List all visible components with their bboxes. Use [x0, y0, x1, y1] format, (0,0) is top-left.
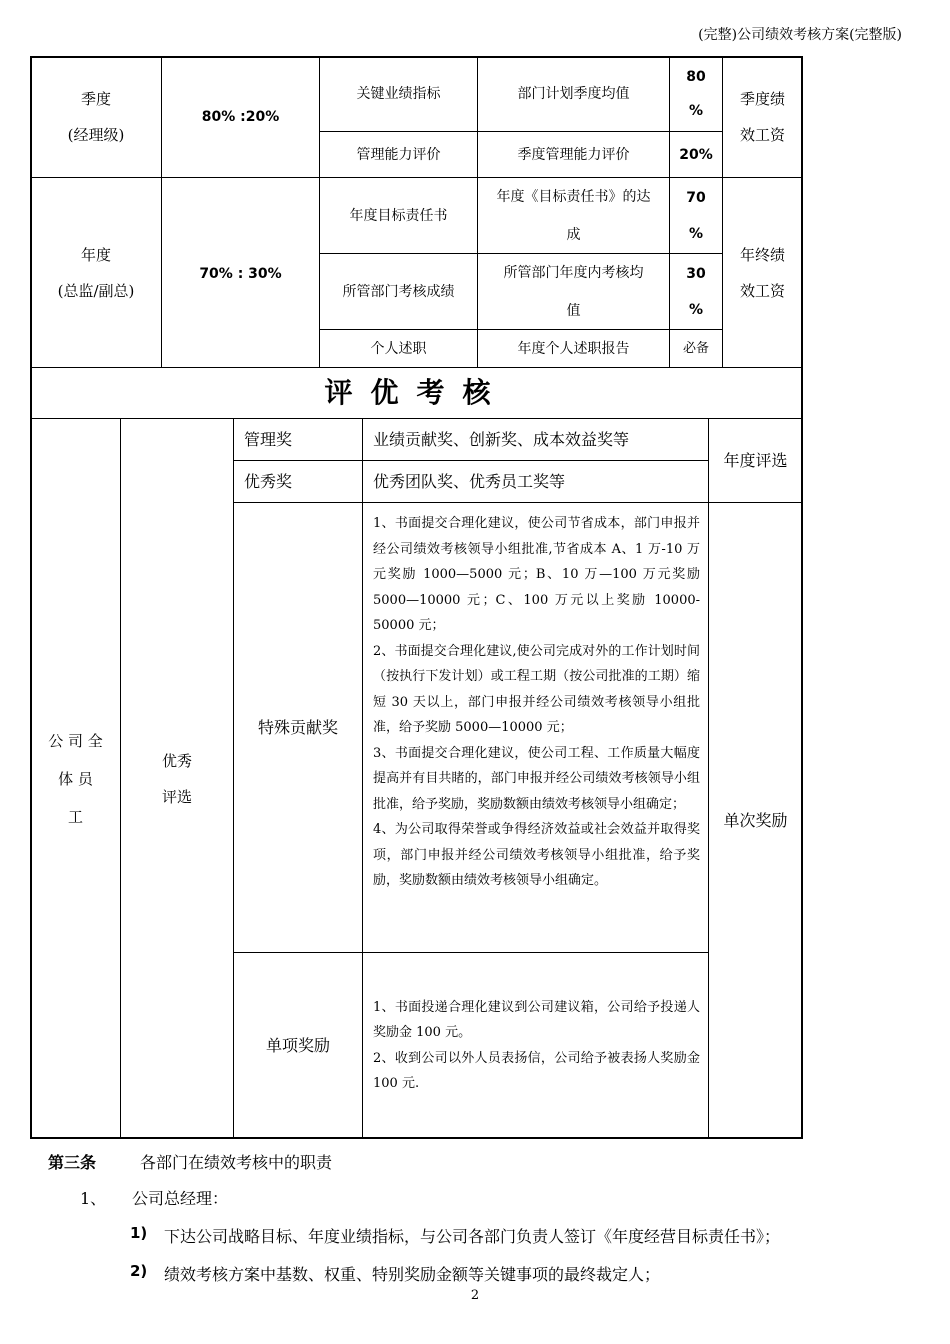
annual-basis-dept: 所管部门年度内考核均 值 — [477, 253, 669, 329]
annual-basis-report: 年度个人述职报告 — [477, 329, 669, 367]
annual-item-target: 年度目标责任书 — [319, 177, 477, 253]
article-label: 第三条 — [48, 1153, 97, 1172]
award-target: 公 司 全 体 员 工 — [30, 418, 120, 1138]
single-time-award: 单次奖励 — [708, 502, 802, 1138]
quarterly-ratio: 80% :20% — [161, 56, 319, 177]
item-1-text: 下达公司战略目标、年度业绩指标，与公司各部门负责人签订《年度经营目标责任书》； — [164, 1227, 781, 1246]
annual-selection: 年度评选 — [708, 418, 802, 502]
annual-item-report: 个人述职 — [319, 329, 477, 367]
single-award-label: 单项奖励 — [233, 952, 362, 1138]
quarterly-pay: 季度绩 效工资 — [722, 56, 802, 177]
quarterly-item-management: 管理能力评价 — [319, 131, 477, 177]
management-award-label: 管理奖 — [233, 418, 362, 460]
page-header: (完整)公司绩效考核方案(完整版) — [698, 27, 902, 43]
annual-pay: 年终绩 效工资 — [722, 177, 802, 367]
special-award-desc: 1、书面提交合理化建议，使公司节省成本，部门申报并经公司绩效考核领导小组批准,节省成本 A、1 万-10 万元奖励 1000—5000 元；B、10 万—100 万元奖励 5000—10000 元；C、100 万元以上奖励 10000-50000 元； 2、书面提交合理化建议,使公司完成对外的工作计划时间（按执行下发计划）或工程工期（按公司批准的工期）缩短 30 天以上，部门申报并经公司绩效考核领导小组批准，给予奖励 5000—10000 元； 3、书面提交合理化建议，使公司工程、工作质量大幅度提高并有目共睹的，部门申报并经公司绩效考核领导小组批准，给予奖励，奖励数额由绩效考核领导小组确定； 4、为公司取得荣誉或争得经济效益或社会效益并取得奖项，部门申报并经公司绩效考核领导小组批准，给予奖励，奖励数额由绩效考核领导小组确定。 — [362, 502, 708, 952]
article-title: 各部门在绩效考核中的职责 — [140, 1153, 333, 1172]
quarterly-item-kpi: 关键业绩指标 — [319, 56, 477, 131]
award-category: 优秀 评选 — [120, 418, 233, 1138]
annual-ratio: 70% : 30% — [161, 177, 319, 367]
quarterly-basis-kpi: 部门计划季度均值 — [477, 56, 669, 131]
item-2-number: 2) — [130, 1262, 148, 1280]
excellent-award-desc: 优秀团队奖、优秀员工奖等 — [362, 460, 708, 502]
annual-basis-target: 年度《目标责任书》的达 成 — [477, 177, 669, 253]
annual-weight-report: 必备 — [669, 329, 722, 367]
quarterly-weight-kpi: 80 % — [669, 56, 722, 131]
sub-section-number: 1、 — [80, 1189, 107, 1208]
annual-level: 年度 (总监/副总) — [30, 177, 161, 367]
special-award-label: 特殊贡献奖 — [233, 502, 362, 952]
quarterly-weight-management: 20% — [669, 131, 722, 177]
annual-weight-target: 70 % — [669, 177, 722, 253]
annual-weight-dept: 30 % — [669, 253, 722, 329]
management-award-desc: 业绩贡献奖、创新奖、成本效益奖等 — [362, 418, 708, 460]
quarterly-basis-management: 季度管理能力评价 — [477, 131, 669, 177]
excellent-award-label: 优秀奖 — [233, 460, 362, 502]
quarterly-level: 季度 (经理级) — [30, 56, 161, 177]
single-award-desc: 1、书面投递合理化建议到公司建议箱，公司给予投递人奖励金 100 元。 2、收到公司以外人员表扬信，公司给予被表扬人奖励金 100 元. — [362, 952, 708, 1138]
annual-item-dept: 所管部门考核成绩 — [319, 253, 477, 329]
section-title: 评优考核 — [30, 367, 802, 418]
sub-section-title: 公司总经理： — [132, 1189, 229, 1208]
item-1-number: 1) — [130, 1224, 148, 1242]
item-2-text: 绩效考核方案中基数、权重、特别奖励金额等关键事项的最终裁定人； — [164, 1265, 661, 1284]
page-number: 2 — [470, 1288, 480, 1303]
